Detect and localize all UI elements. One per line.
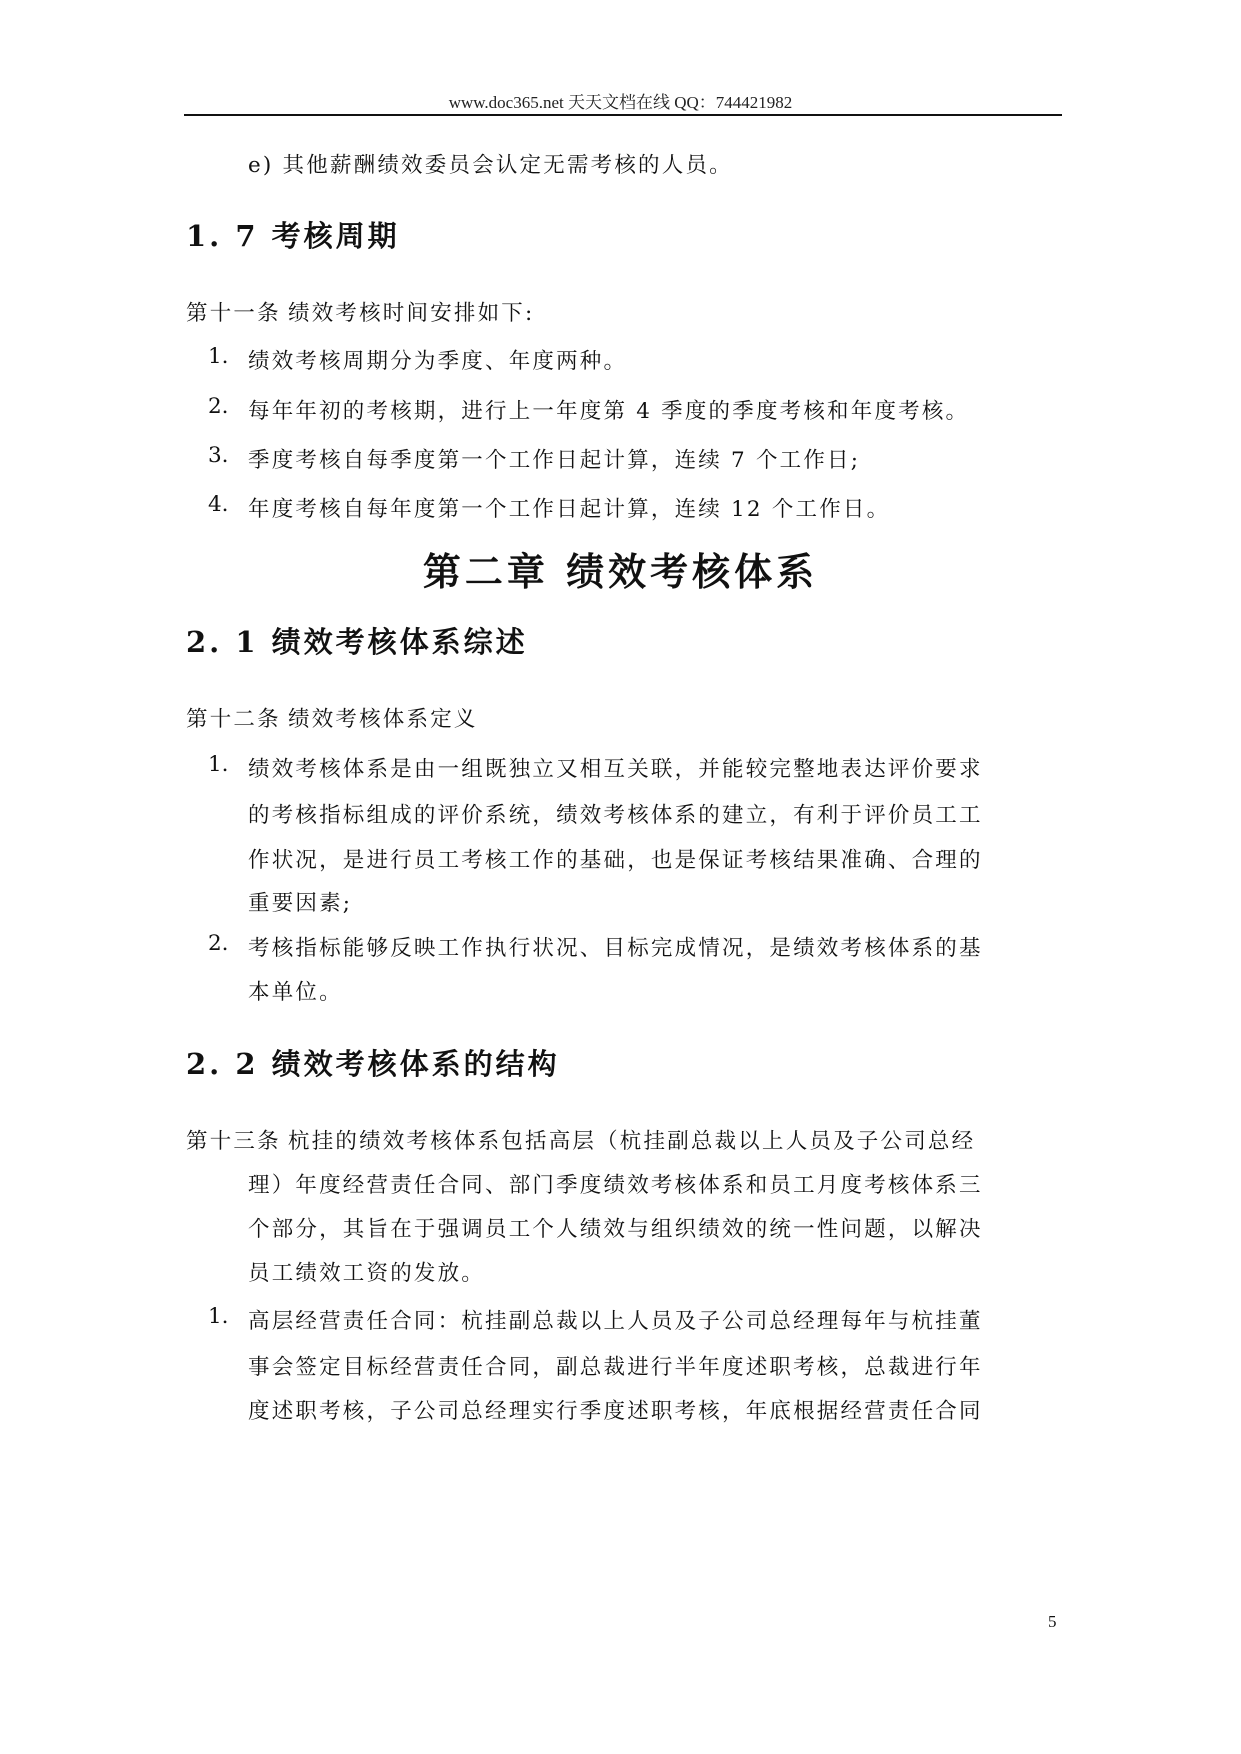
- list-item-text: 季度考核自每季度第一个工作日起计算，连续 7 个工作日;: [248, 448, 861, 473]
- intro-line: e) 其他薪酬绩效委员会认定无需考核的人员。: [248, 153, 733, 178]
- list-item-text: 绩效考核周期分为季度、年度两种。: [248, 349, 628, 374]
- chapter-title: 第二章 绩效考核体系: [422, 549, 819, 594]
- header-text: www.doc365.net 天天文档在线 QQ：744421982: [448, 93, 793, 112]
- list-item-number: 2.: [208, 394, 229, 419]
- paragraph-line: 高层经营责任合同：杭挂副总裁以上人员及子公司总经理每年与杭挂董: [248, 1309, 983, 1334]
- list-item-text: 年度考核自每年度第一个工作日起计算，连续 12 个工作日。: [248, 497, 891, 522]
- paragraph-line: 作状况，是进行员工考核工作的基础，也是保证考核结果准确、合理的: [248, 848, 983, 873]
- list-item-number: 1.: [208, 752, 229, 777]
- paragraph-line: 本单位。: [248, 980, 343, 1005]
- header-rule: [184, 114, 1062, 116]
- article-title-12: 绩效考核体系定义: [288, 707, 478, 732]
- list-item-number: 3.: [208, 443, 229, 468]
- article-label-13: 第十三条: [186, 1129, 281, 1154]
- article-label-11: 第十一条: [186, 301, 281, 326]
- paragraph-line: 考核指标能够反映工作执行状况、目标完成情况，是绩效考核体系的基: [248, 936, 983, 961]
- paragraph-line: 个部分，其旨在于强调员工个人绩效与组织绩效的统一性问题，以解决: [248, 1217, 983, 1242]
- paragraph-line: 理）年度经营责任合同、部门季度绩效考核体系和员工月度考核体系三: [248, 1173, 983, 1198]
- list-item-text: 每年年初的考核期，进行上一年度第 4 季度的季度考核和年度考核。: [248, 399, 970, 424]
- list-item-number: 2.: [208, 931, 229, 956]
- paragraph-line: 度述职考核，子公司总经理实行季度述职考核，年底根据经营责任合同: [248, 1399, 983, 1424]
- section-heading-1-7: 1. 7 考核周期: [186, 219, 400, 253]
- paragraph-line: 事会签定目标经营责任合同，副总裁进行半年度述职考核，总裁进行年: [248, 1355, 983, 1380]
- article-title-11: 绩效考核时间安排如下:: [288, 301, 535, 326]
- paragraph-line: 绩效考核体系是由一组既独立又相互关联，并能较完整地表达评价要求: [248, 757, 983, 782]
- section-heading-2-2: 2. 2 绩效考核体系的结构: [186, 1047, 560, 1081]
- page-number: 5: [1048, 1612, 1057, 1631]
- paragraph-line: 重要因素;: [248, 891, 353, 916]
- section-heading-2-1: 2. 1 绩效考核体系综述: [186, 625, 528, 659]
- list-item-number: 1.: [208, 1304, 229, 1329]
- paragraph-line: 员工绩效工资的发放。: [248, 1261, 486, 1286]
- list-item-number: 4.: [208, 492, 229, 517]
- paragraph-line: 杭挂的绩效考核体系包括高层（杭挂副总裁以上人员及子公司总经: [288, 1129, 976, 1154]
- paragraph-line: 的考核指标组成的评价系统，绩效考核体系的建立，有利于评价员工工: [248, 803, 983, 828]
- list-item-number: 1.: [208, 344, 229, 369]
- article-label-12: 第十二条: [186, 707, 281, 732]
